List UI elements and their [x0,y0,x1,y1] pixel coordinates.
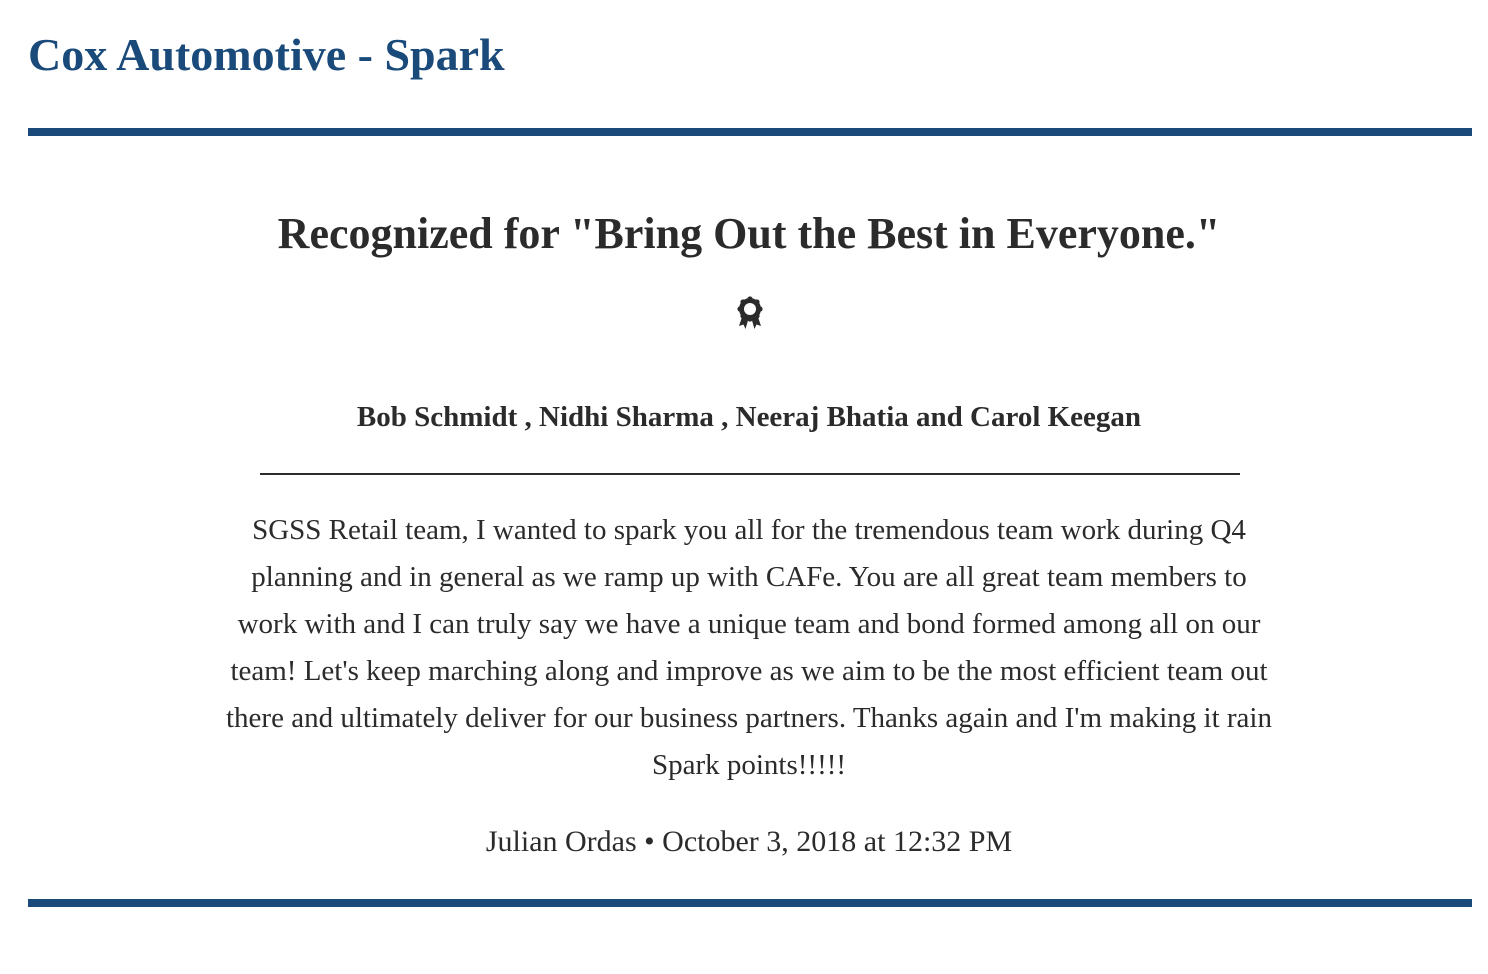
recognition-message: SGSS Retail team, I wanted to spark you all for the tremendous team work during Q4 planning and in general as we ramp up with CAFe. You are all great team members to work with and I can truly say we have a unique team and bond formed among all on our team! Let's keep marching along and improve as we aim to be the most efficient team out there and ultimately deliver for our business partners. Thanks again and I'm making it rain Spark points!!!!! [226,514,1272,781]
recipients-divider [260,473,1240,475]
author-byline: Julian Ordas • October 3, 2018 at 12:32 PM [485,825,1013,858]
award-ribbon-icon [734,296,766,332]
award-title: Recognized for "Bring Out the Best in Everyone." [277,209,1221,258]
site-title: Cox Automotive - Spark [28,29,505,80]
footer-divider [28,899,1472,907]
header-divider [28,128,1472,136]
recipients: Bob Schmidt , Nidhi Sharma , Neeraj Bhatia and Carol Keegan [356,401,1142,433]
